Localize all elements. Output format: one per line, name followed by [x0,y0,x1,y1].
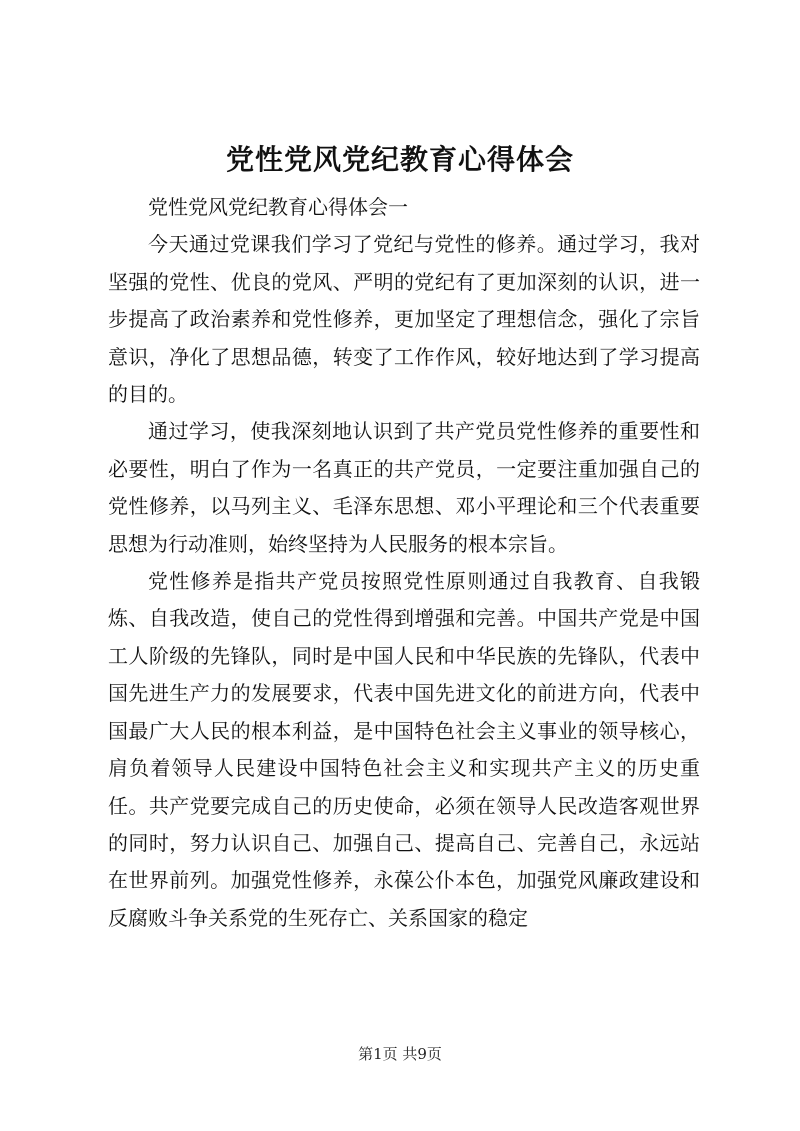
page-footer [0,1044,800,1064]
paragraph-1: 今天通过党课我们学习了党纪与党性的修养。通过学习，我对坚强的党性、优良的党风、严明的党纪有了更加深刻的认识，进一步提高了政治素养和党性修养，更加坚定了理想信念，强化了宗旨意识，净化了思想品德，转变了工作作风，较好地达到了学习提高的目的。 [108,232,700,407]
page-title: 党性党风党纪教育心得体会 [225,143,574,176]
document-body [108,189,700,937]
document-subtitle: 党性党风党纪教育心得体会一 [148,195,408,219]
paragraph-2: 通过学习，使我深刻地认识到了共产党员党性修养的重要性和必要性，明白了作为一名真正的共产党员，一定要注重加强自己的党性修养，以马列主义、毛泽东思想、邓小平理论和三个代表重要思想为行动准则，始终坚持为人民服务的根本宗旨。 [108,419,700,556]
paragraph-3: 党性修养是指共产党员按照党性原则通过自我教育、自我锻炼、自我改造，使自己的党性得到增强和完善。中国共产党是中国工人阶级的先锋队，同时是中国人民和中华民族的先锋队，代表中国先进生产力的发展要求，代表中国先进文化的前进方向，代表中国最广大人民的根本利益，是中国特色社会主义事业的领导核心，肩负着领导人民建设中国特色社会主义和实现共产主义的历史重任。共产党要完成自己的历史使命，必须在领导人民改造客观世界的同时，努力认识自己、加强自己、提高自己、完善自己，永远站在世界前列。加强党性修养，永葆公仆本色，加强党风廉政建设和反腐败斗争关系党的生死存亡、关系国家的稳定 [108,569,700,930]
page-number-indicator: 第1页 共9页 [358,1045,442,1063]
